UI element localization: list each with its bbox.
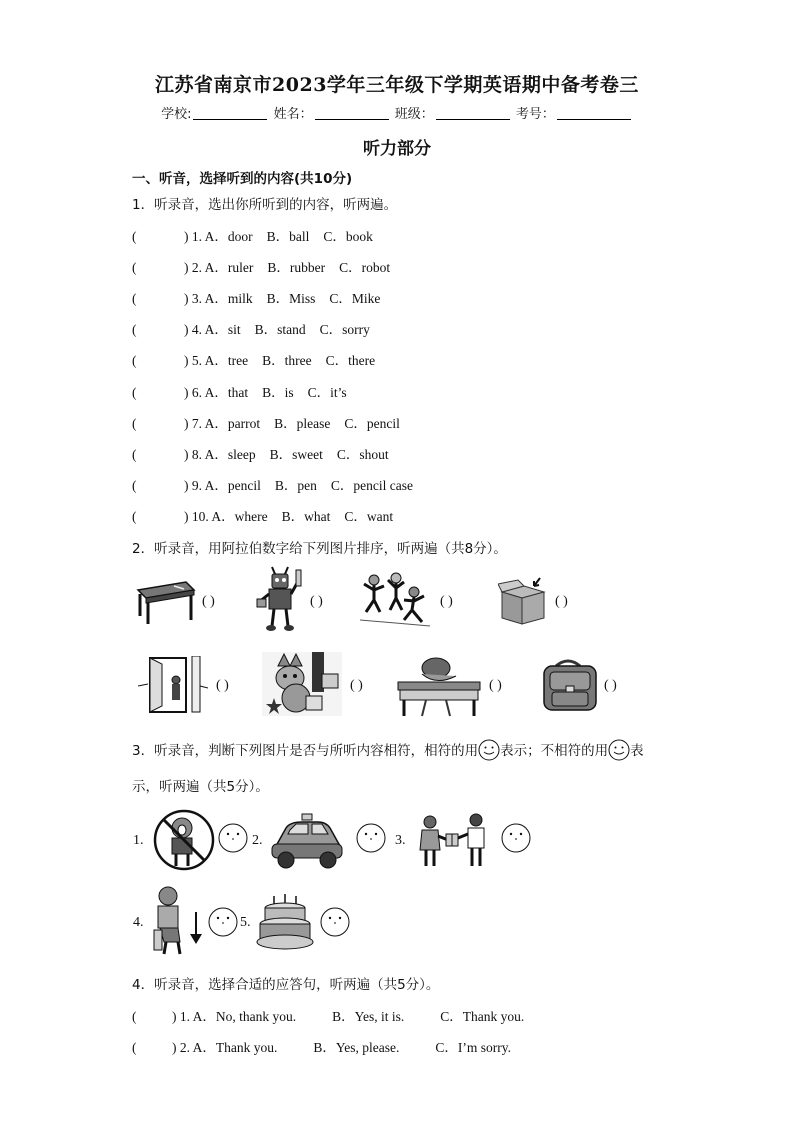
option-a: ) 8. A．sleep xyxy=(184,447,256,462)
answer-paren[interactable]: ( xyxy=(132,509,137,524)
order-blank[interactable]: ( ) xyxy=(216,678,229,693)
option-c: C．Mike xyxy=(329,291,381,306)
class-label: 班级： xyxy=(394,107,434,122)
option-c: C．Thank you. xyxy=(440,1009,525,1024)
option-b: B．Yes, it is. xyxy=(332,1009,405,1024)
answer-paren[interactable]: ( xyxy=(132,385,137,400)
question-row xyxy=(132,318,384,338)
order-blank[interactable]: ( ) xyxy=(310,594,323,609)
option-c: C．it’s xyxy=(307,385,347,400)
option-c: C．want xyxy=(344,509,394,524)
option-a: ) 1. A．door xyxy=(184,229,253,244)
question-row xyxy=(132,287,394,307)
blank-face-icon[interactable] xyxy=(208,907,238,937)
blank-face-icon[interactable] xyxy=(218,823,248,853)
order-blank[interactable]: ( ) xyxy=(202,594,215,609)
option-b: B．Miss xyxy=(266,291,316,306)
option-b: B．please xyxy=(274,416,331,431)
order-blank[interactable]: ( ) xyxy=(555,594,568,609)
question-row xyxy=(132,381,361,401)
option-c: C．I’m sorry. xyxy=(435,1040,512,1055)
question-row xyxy=(132,443,403,463)
question-row xyxy=(132,474,427,494)
school-label: 学校: xyxy=(161,107,192,122)
option-a: ) 7. A．parrot xyxy=(184,416,261,431)
option-a: ) 1. A．No, thank you. xyxy=(172,1009,297,1024)
page-title: 江苏省南京市2023学年三年级下学期英语期中备考卷三 xyxy=(155,74,639,96)
option-b: B．sweet xyxy=(269,447,323,462)
option-a: ) 9. A．pencil xyxy=(184,478,261,493)
desk-icon xyxy=(134,576,196,626)
option-c: C．pencil xyxy=(344,416,400,431)
question-row xyxy=(132,505,407,525)
item-number: 4. xyxy=(133,915,144,930)
option-a: ) 10. A．where xyxy=(184,509,268,524)
option-b: B．stand xyxy=(254,322,306,337)
robot-icon xyxy=(255,566,305,632)
part4-instruction: 4．听录音，选择合适的应答句，听两遍（共5分）。 xyxy=(132,977,440,993)
door-icon xyxy=(138,656,208,714)
answer-paren[interactable]: ( xyxy=(132,447,137,462)
option-b: B．what xyxy=(281,509,331,524)
children-running-icon xyxy=(360,570,434,628)
answer-paren[interactable]: ( xyxy=(132,353,137,368)
option-a: ) 2. A．ruler xyxy=(184,260,254,275)
schoolbag-icon xyxy=(536,656,602,714)
item-number: 3. xyxy=(395,833,406,848)
number-label: 考号： xyxy=(515,107,555,122)
car-icon xyxy=(268,812,346,870)
part3-instruction: 3．听录音，判断下列图片是否与所听内容相符，相符的用 表示；不相符的用 表 xyxy=(132,739,644,761)
sit-down-boy-icon xyxy=(150,884,206,956)
order-blank[interactable]: ( ) xyxy=(440,594,453,609)
order-blank[interactable]: ( ) xyxy=(489,678,502,693)
answer-paren[interactable]: ( xyxy=(132,322,137,337)
option-b: B．three xyxy=(262,353,312,368)
answer-paren[interactable]: ( xyxy=(132,260,137,275)
answer-paren[interactable]: ( xyxy=(132,1009,137,1024)
answer-paren[interactable]: ( xyxy=(132,291,137,306)
item-number: 2. xyxy=(252,833,263,848)
answer-paren[interactable]: ( xyxy=(132,478,137,493)
name-blank[interactable] xyxy=(315,107,389,120)
student-info-line xyxy=(0,103,794,122)
smiley-sad-icon xyxy=(608,739,630,761)
option-c: C．pencil case xyxy=(330,478,413,493)
giving-gift-icon xyxy=(414,812,492,868)
option-b: B．rubber xyxy=(267,260,326,275)
option-b: B．pen xyxy=(274,478,317,493)
question-row xyxy=(132,1036,525,1056)
section-title: 听力部分 xyxy=(363,139,431,159)
smiley-happy-icon xyxy=(478,739,500,761)
option-c: C．book xyxy=(323,229,373,244)
school-blank[interactable] xyxy=(193,107,267,120)
part2-instruction: 2．听录音，用阿拉伯数字给下列图片排序，听两遍（共8分）。 xyxy=(132,541,507,557)
order-blank[interactable]: ( ) xyxy=(350,678,363,693)
question-row xyxy=(132,1005,538,1025)
blank-face-icon[interactable] xyxy=(356,823,386,853)
question-row xyxy=(132,412,414,432)
name-label: 姓名： xyxy=(273,107,313,122)
blank-face-icon[interactable] xyxy=(320,907,350,937)
option-c: C．there xyxy=(325,353,376,368)
part1-instruction: 1．听录音，选出你所听到的内容，听两遍。 xyxy=(132,197,398,213)
option-a: ) 5. A．tree xyxy=(184,353,249,368)
option-c: C．sorry xyxy=(319,322,370,337)
option-a: ) 2. A．Thank you. xyxy=(172,1040,278,1055)
option-a: ) 6. A．that xyxy=(184,385,249,400)
question-row xyxy=(132,225,387,245)
answer-paren[interactable]: ( xyxy=(132,1040,137,1055)
item-number: 1. xyxy=(133,833,144,848)
option-c: C．robot xyxy=(339,260,391,275)
no-shouting-icon xyxy=(152,808,216,872)
answer-paren[interactable]: ( xyxy=(132,416,137,431)
part1-heading: 一、听音，选择听到的内容(共10分) xyxy=(132,171,353,187)
sleeping-student-icon xyxy=(396,652,482,718)
option-b: B．Yes, please. xyxy=(313,1040,400,1055)
blank-face-icon[interactable] xyxy=(501,823,531,853)
option-a: ) 3. A．milk xyxy=(184,291,253,306)
part3-instruction-cont: 示，听两遍（共5分）。 xyxy=(132,779,269,795)
number-blank[interactable] xyxy=(557,107,631,120)
box-icon xyxy=(498,576,548,626)
answer-paren[interactable]: ( xyxy=(132,229,137,244)
option-c: C．shout xyxy=(336,447,389,462)
class-blank[interactable] xyxy=(436,107,510,120)
cat-gift-icon xyxy=(262,652,342,716)
question-row xyxy=(132,256,404,276)
question-row xyxy=(132,349,389,369)
item-number: 5. xyxy=(240,915,251,930)
order-blank[interactable]: ( ) xyxy=(604,678,617,693)
birthday-cake-icon xyxy=(256,892,314,952)
option-a: ) 4. A．sit xyxy=(184,322,241,337)
option-b: B．is xyxy=(262,385,294,400)
option-b: B．ball xyxy=(266,229,310,244)
